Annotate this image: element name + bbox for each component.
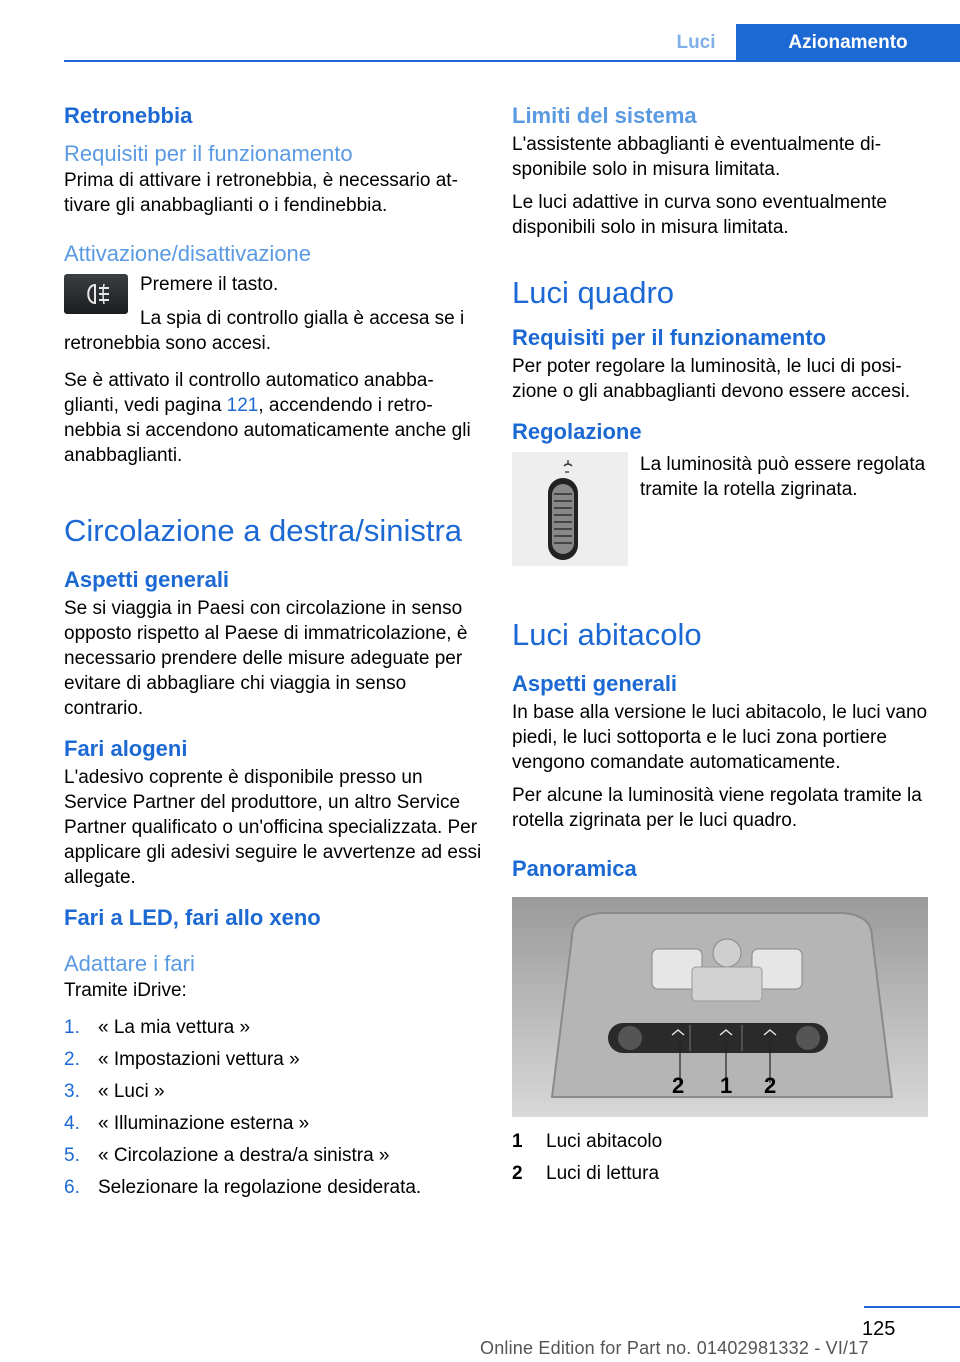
rear-fog-light-icon xyxy=(64,274,128,314)
callout-label: 1 xyxy=(720,1073,733,1098)
callout-label: 2 xyxy=(764,1073,777,1098)
auto-control-text-b: , accendendo i retronebbia si accendono automaticamente anche gli anabbaglianti. xyxy=(64,395,471,466)
adjustment-heading: Regolazione xyxy=(512,419,642,444)
step-item: 1. « La mia vettura » xyxy=(64,1017,251,1038)
step-item: 5. « Circolazione a destra/a sinistra » xyxy=(64,1145,390,1166)
halogen-heading: Fari alogeni xyxy=(64,736,188,761)
step-item: 2. « Impostazioni vettura » xyxy=(64,1049,300,1070)
indicator-text: La spia di controllo gialla è accesa se i retronebbia sono accesi. xyxy=(64,308,465,354)
idrive-steps xyxy=(64,1015,482,1200)
general-heading: Aspetti generali xyxy=(64,567,230,592)
auto-control-text-a: Se è attivato il controllo automatico anabbaglianti, vedi pagina xyxy=(64,370,434,416)
retronebbia-heading: Retronebbia xyxy=(64,103,193,128)
header-rule xyxy=(64,60,960,62)
system-limits-text-1: L'assistente abbaglianti è eventualmente disponibile solo in misura limitata. xyxy=(512,134,882,180)
left-column xyxy=(64,102,482,1207)
dimmer-wheel-block xyxy=(512,452,930,566)
header-active-tab: Azionamento xyxy=(736,24,960,62)
requirements-text: Prima di attivare i retronebbia, è necessario attivare gli anabbaglianti o i fendinebbia. xyxy=(64,170,458,216)
requirements-heading: Requisiti per il funzionamento xyxy=(512,325,827,350)
system-limits-text-2: Le luci adattive in curva sono eventualmente disponibili solo in misura limitata. xyxy=(512,192,887,238)
step-item: 4. « Illuminazione esterna » xyxy=(64,1113,310,1134)
system-limits-heading: Limiti del sistema xyxy=(512,103,697,128)
led-xenon-heading: Fari a LED, fari allo xeno xyxy=(64,905,321,930)
auto-control-text xyxy=(64,368,482,468)
callout-label: 2 xyxy=(672,1073,685,1098)
legend-item: 1 Luci abitacolo xyxy=(512,1131,663,1152)
general-heading: Aspetti generali xyxy=(512,671,678,696)
traffic-side-heading: Circolazione a destra/sinistra xyxy=(64,513,463,548)
press-button-text: Premere il tasto. xyxy=(140,274,279,295)
instrument-lights-heading: Luci quadro xyxy=(512,275,675,310)
page-reference-link[interactable]: 121 xyxy=(226,395,259,416)
general-text-1: In base alla versione le luci abitacolo, le luci vano piedi, le luci sottoporta e le luci zona portiere vengono comandate automaticamente. xyxy=(512,702,928,773)
legend xyxy=(512,1129,930,1186)
requirements-heading: Requisiti per il funzionamento xyxy=(64,141,353,166)
right-column xyxy=(512,102,930,1193)
thumbwheel-image xyxy=(512,452,628,566)
interior-lights-heading: Luci abitacolo xyxy=(512,617,702,652)
overview-heading: Panoramica xyxy=(512,856,637,881)
adjustment-text: La luminosità può essere regolata tramite la rotella zigrinata. xyxy=(640,454,926,500)
footer-rule xyxy=(864,1306,960,1308)
edition-footer: Online Edition for Part no. 01402981332 - VI/17 xyxy=(480,1338,869,1358)
requirements-text: Per poter regolare la luminosità, le luci di posizione o gli anabbaglianti devono essere accesi. xyxy=(512,356,911,402)
idrive-text: Tramite iDrive: xyxy=(64,980,187,1001)
page-number: 125 xyxy=(862,1318,896,1340)
header-section-tab: Luci xyxy=(676,32,716,53)
overhead-console-image xyxy=(512,897,928,1117)
adapt-headlights-heading: Adattare i fari xyxy=(64,951,195,976)
general-text: Se si viaggia in Paesi con circolazione in senso opposto rispetto al Paese di immatricolazione, è necessario prendere delle misure adeguate per evitare di abbagliare chi viaggia in senso contrario. xyxy=(64,598,468,719)
general-text-2: Per alcune la luminosità viene regolata tramite la rotella zigrinata per le luci quadro. xyxy=(512,785,922,831)
activation-heading: Attivazione/disattivazione xyxy=(64,241,312,266)
legend-item: 2 Luci di lettura xyxy=(512,1163,660,1184)
step-item: 3. « Luci » xyxy=(64,1081,165,1102)
halogen-text: L'adesivo coprente è disponibile presso un Service Partner del produttore, un altro Service Partner qualificato o un'officina specializzata. Per applicare gli adesivi seguire le avvertenze ad essi allegate. xyxy=(64,767,482,888)
step-item: 6. Selezionare la regolazione desiderata. xyxy=(64,1177,422,1198)
